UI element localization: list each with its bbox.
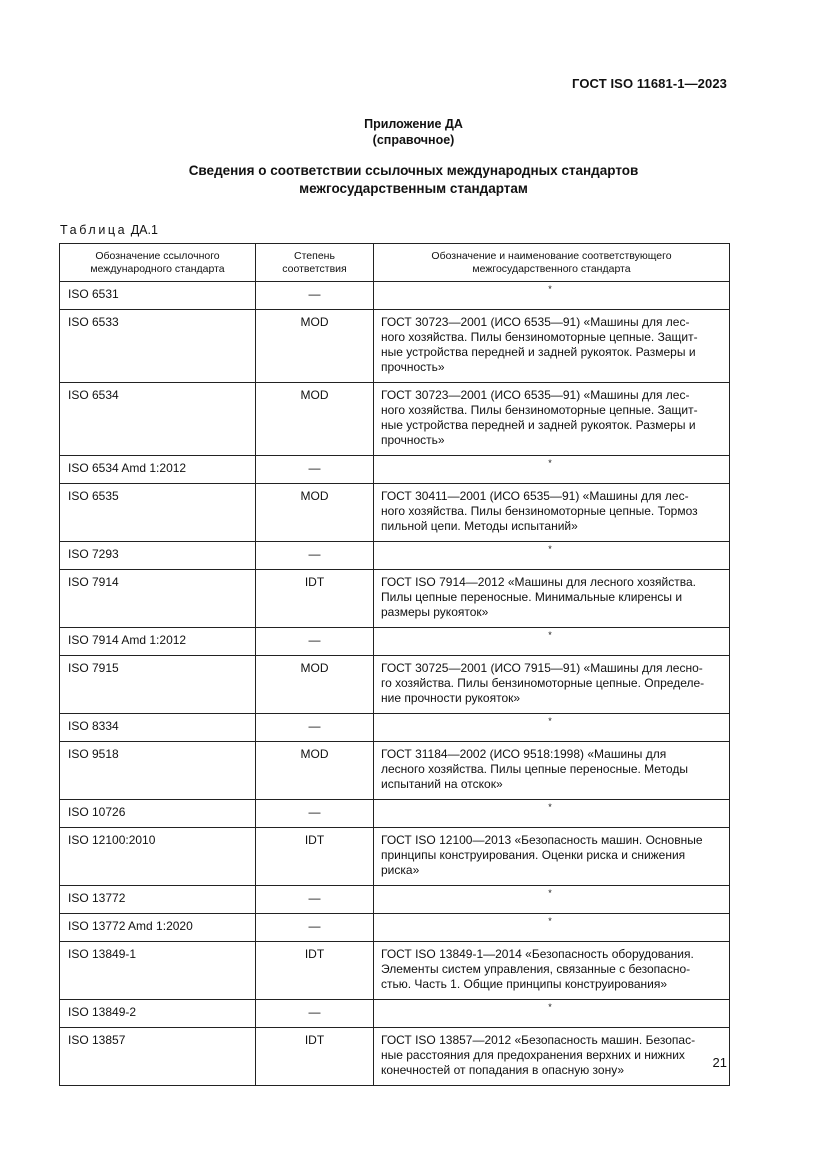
reference-standard-cell: ISO 6533 — [60, 310, 256, 383]
degree-cell: MOD — [256, 310, 374, 383]
reference-standard-cell: ISO 9518 — [60, 742, 256, 800]
standard-text-line: ние прочности рукояток» — [381, 691, 521, 705]
reference-standard-cell: ISO 10726 — [60, 800, 256, 828]
degree-cell: — — [256, 282, 374, 310]
reference-standard-cell: ISO 13772 Amd 1:2020 — [60, 914, 256, 942]
table-row — [60, 456, 730, 484]
degree-cell: — — [256, 914, 374, 942]
header-line: Обозначение и наименование соответствующего — [431, 250, 672, 262]
standard-text-line: прочность» — [381, 433, 445, 447]
interstate-standard-cell — [374, 310, 730, 383]
table-row — [60, 714, 730, 742]
reference-standard-cell: ISO 7293 — [60, 542, 256, 570]
reference-standard-cell: ISO 6534 Amd 1:2012 — [60, 456, 256, 484]
table-row — [60, 542, 730, 570]
interstate-standard-cell — [374, 282, 730, 310]
interstate-standard-cell — [374, 886, 730, 914]
interstate-standard-cell — [374, 942, 730, 1000]
degree-cell: MOD — [256, 742, 374, 800]
interstate-standard-cell — [374, 628, 730, 656]
table-row — [60, 1000, 730, 1028]
reference-standard-cell: ISO 8334 — [60, 714, 256, 742]
degree-cell: — — [256, 542, 374, 570]
table-header-row — [60, 244, 730, 282]
degree-cell: — — [256, 800, 374, 828]
interstate-standard-cell — [374, 828, 730, 886]
degree-cell: MOD — [256, 484, 374, 542]
degree-cell: — — [256, 714, 374, 742]
reference-standard-cell: ISO 7914 Amd 1:2012 — [60, 628, 256, 656]
reference-standard-cell: ISO 13772 — [60, 886, 256, 914]
header-reference-standard — [60, 244, 256, 282]
standard-text-line: * — [548, 544, 552, 554]
standard-text-line: * — [548, 458, 552, 468]
standard-text-line: * — [548, 888, 552, 898]
table-row — [60, 800, 730, 828]
standard-text-line: ГОСТ 30723—2001 (ИСО 6535—91) «Машины для лес- — [381, 315, 690, 329]
interstate-standard-cell — [374, 542, 730, 570]
page-number: 21 — [712, 1055, 727, 1070]
table-row — [60, 828, 730, 886]
degree-cell: MOD — [256, 656, 374, 714]
standard-text-line: ного хозяйства. Пилы бензиномоторные цепные. Защит- — [381, 330, 698, 344]
header-line: Обозначение ссылочного — [95, 250, 220, 262]
document-id: ГОСТ ISO 11681-1—2023 — [572, 76, 727, 91]
heading-line-2: межгосударственным стандартам — [299, 181, 528, 196]
standard-text-line: принципы конструирования. Оценки риска и снижения — [381, 848, 686, 862]
interstate-standard-cell — [374, 714, 730, 742]
standard-text-line: конечностей от попадания в опасную зону» — [381, 1063, 624, 1077]
table-row — [60, 282, 730, 310]
standard-text-line: лесного хозяйства. Пилы цепные переносные. Методы — [381, 762, 688, 776]
degree-cell: IDT — [256, 570, 374, 628]
degree-cell: — — [256, 628, 374, 656]
table-row — [60, 886, 730, 914]
interstate-standard-cell — [374, 800, 730, 828]
annex-title: Приложение ДА — [364, 117, 463, 131]
reference-standard-cell: ISO 13857 — [60, 1028, 256, 1086]
interstate-standard-cell — [374, 383, 730, 456]
header-line: международного стандарта — [90, 263, 225, 275]
interstate-standard-cell — [374, 1000, 730, 1028]
standard-text-line: * — [548, 630, 552, 640]
standard-text-line: риска» — [381, 863, 420, 877]
standard-text-line: ГОСТ 31184—2002 (ИСО 9518:1998) «Машины для — [381, 747, 667, 761]
standard-text-line: ГОСТ 30411—2001 (ИСО 6535—91) «Машины для лес- — [381, 489, 689, 503]
degree-cell: IDT — [256, 942, 374, 1000]
interstate-standard-cell — [374, 656, 730, 714]
standard-text-line: * — [548, 1002, 552, 1012]
interstate-standard-cell — [374, 914, 730, 942]
standard-text-line: ного хозяйства. Пилы бензиномоторные цепные. Защит- — [381, 403, 698, 417]
interstate-standard-cell — [374, 742, 730, 800]
interstate-standard-cell — [374, 570, 730, 628]
reference-standard-cell: ISO 6531 — [60, 282, 256, 310]
standard-text-line: ГОСТ ISO 12100—2013 «Безопасность машин. Основные — [381, 833, 703, 847]
annex-title-block — [0, 116, 827, 148]
table-row — [60, 1028, 730, 1086]
standard-text-line: ные устройства передней и задней рукояток. Размеры и — [381, 345, 696, 359]
standard-text-line: Элементы систем управления, связанные с безопасно- — [381, 962, 691, 976]
degree-cell: MOD — [256, 383, 374, 456]
degree-cell: — — [256, 456, 374, 484]
standard-text-line: размеры рукояток» — [381, 605, 489, 619]
standard-text-line: Пилы цепные переносные. Минимальные клиренсы и — [381, 590, 683, 604]
standard-text-line: * — [548, 284, 552, 294]
table-row — [60, 628, 730, 656]
reference-standard-cell: ISO 13849-1 — [60, 942, 256, 1000]
table-label-id: ДА.1 — [130, 223, 158, 237]
table-label-prefix: Таблица — [60, 223, 128, 237]
standard-text-line: ГОСТ 30723—2001 (ИСО 6535—91) «Машины для лес- — [381, 388, 690, 402]
table-row — [60, 310, 730, 383]
annex-subtitle: (справочное) — [372, 133, 455, 147]
reference-standard-cell: ISO 6534 — [60, 383, 256, 456]
table-row — [60, 742, 730, 800]
table-label — [60, 223, 158, 237]
heading-line-1: Сведения о соответствии ссылочных международных стандартов — [188, 163, 639, 178]
standard-text-line: ные расстояния для предохранения верхних и нижних — [381, 1048, 685, 1062]
degree-cell: IDT — [256, 1028, 374, 1086]
standard-text-line: * — [548, 802, 552, 812]
degree-cell: — — [256, 1000, 374, 1028]
table-body — [60, 282, 730, 1086]
standard-text-line: * — [548, 916, 552, 926]
header-line: межгосударственного стандарта — [472, 263, 631, 275]
header-degree — [256, 244, 374, 282]
header-interstate-standard — [374, 244, 730, 282]
reference-standard-cell: ISO 6535 — [60, 484, 256, 542]
degree-cell: — — [256, 886, 374, 914]
table-row — [60, 656, 730, 714]
standard-text-line: испытаний на отскок» — [381, 777, 503, 791]
standard-text-line: ные устройства передней и задней рукояток. Размеры и — [381, 418, 696, 432]
standard-text-line: го хозяйства. Пилы бензиномоторные цепные. Определе- — [381, 676, 705, 690]
interstate-standard-cell — [374, 1028, 730, 1086]
standard-text-line: ГОСТ ISO 7914—2012 «Машины для лесного хозяйства. — [381, 575, 696, 589]
standard-text-line: ГОСТ ISO 13857—2012 «Безопасность машин. Безопас- — [381, 1033, 696, 1047]
reference-standard-cell: ISO 7915 — [60, 656, 256, 714]
table-row — [60, 942, 730, 1000]
table-row — [60, 914, 730, 942]
table-row — [60, 383, 730, 456]
table-row — [60, 570, 730, 628]
page-heading — [0, 162, 827, 198]
header-line: Степень — [294, 250, 335, 262]
standard-text-line: стью. Часть 1. Общие принципы конструирования» — [381, 977, 668, 991]
standard-text-line: ГОСТ ISO 13849-1—2014 «Безопасность оборудования. — [381, 947, 694, 961]
reference-standard-cell: ISO 13849-2 — [60, 1000, 256, 1028]
table-row — [60, 484, 730, 542]
standard-text-line: пильной цепи. Методы испытаний» — [381, 519, 578, 533]
standard-text-line: ного хозяйства. Пилы бензиномоторные цепные. Тормоз — [381, 504, 698, 518]
degree-cell: IDT — [256, 828, 374, 886]
interstate-standard-cell — [374, 456, 730, 484]
standard-text-line: прочность» — [381, 360, 445, 374]
header-line: соответствия — [282, 263, 347, 275]
interstate-standard-cell — [374, 484, 730, 542]
standard-text-line: * — [548, 716, 552, 726]
standard-text-line: ГОСТ 30725—2001 (ИСО 7915—91) «Машины для лесно- — [381, 661, 703, 675]
reference-standard-cell: ISO 12100:2010 — [60, 828, 256, 886]
reference-standard-cell: ISO 7914 — [60, 570, 256, 628]
correspondence-table — [59, 243, 730, 1086]
